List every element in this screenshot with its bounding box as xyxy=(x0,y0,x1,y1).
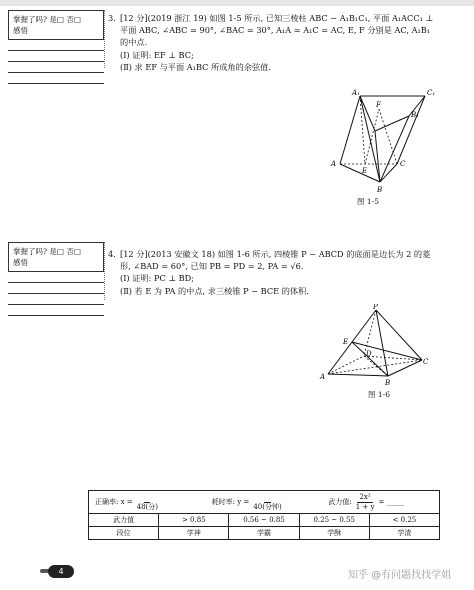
label-C1: C₁ xyxy=(427,89,436,97)
accuracy-numerator xyxy=(144,493,150,503)
power-label: 武力值: xyxy=(328,498,352,506)
table-cell: 武力值 xyxy=(89,514,159,526)
table-cell: > 0.85 xyxy=(159,514,229,526)
formula-row xyxy=(89,491,439,514)
label-A: A xyxy=(331,160,337,168)
table-cell: < 0.25 xyxy=(392,516,417,524)
notes-lines xyxy=(8,272,104,316)
label-F: F xyxy=(376,101,381,109)
accuracy-label: 正确率: x = xyxy=(95,498,133,506)
table-row xyxy=(89,527,439,539)
table-cell: 0.56 ~ 0.85 xyxy=(229,514,299,526)
table-cell: 学神 xyxy=(159,527,229,539)
separator xyxy=(104,10,105,68)
notes-label: 感悟 xyxy=(13,258,28,267)
label-E: E xyxy=(343,338,349,346)
problem-line: 的中点. xyxy=(120,37,148,48)
figure-caption: 图 1-6 xyxy=(368,390,390,399)
figure-caption: 图 1-5 xyxy=(357,197,379,206)
problem-line: [12 分](2019 浙江 19) 如图 1-5 所示, 已知三棱柱 ABC − A₁B₁C₁, 平面 A₁ACC₁ ⊥ xyxy=(120,13,434,23)
self-check-box xyxy=(8,10,104,40)
label-C: C xyxy=(400,160,406,168)
label-P: P xyxy=(373,304,378,311)
label-E: E xyxy=(362,167,368,175)
table-cell: 学酥 xyxy=(300,527,370,539)
problem-line: (Ⅱ) 若 E 为 PA 的中点, 求三棱锥 P − BCE 的体积. xyxy=(120,285,309,296)
figure-1-5 xyxy=(325,86,445,196)
notes-label: 感悟 xyxy=(13,26,28,35)
problem-line: 形, ∠BAD = 60°, 已知 PB = PD = 2, PA = √6. xyxy=(120,261,304,272)
table-header-row xyxy=(89,514,439,527)
table-cell: 段位 xyxy=(89,527,159,539)
score-table xyxy=(88,490,440,540)
power-formula xyxy=(322,493,439,512)
problem-line: 平面 ABC, ∠ABC = 90°, ∠BAC = 30°, A₁A = A₁C = AC, E, F 分别是 AC, A₁B₁ xyxy=(120,25,431,36)
problem-4 xyxy=(108,248,440,297)
label-B: B xyxy=(385,379,391,386)
accuracy-denominator: 48(分) xyxy=(136,502,158,511)
label-A1: A₁ xyxy=(352,89,360,97)
label-D: D xyxy=(366,350,372,358)
power-numerator: 2x² xyxy=(359,492,371,501)
time-denominator: 40(分钟) xyxy=(253,502,282,511)
mastered-label: 掌握了吗? 是□ 否□ xyxy=(13,247,81,256)
power-tail: = _____ xyxy=(378,498,405,506)
sidebar-block-3 xyxy=(8,10,104,84)
label-A: A xyxy=(320,373,326,381)
time-label: 耗时率: y = xyxy=(211,498,250,506)
problem-3 xyxy=(108,12,440,73)
problem-number: 3. xyxy=(108,13,116,23)
power-denominator: 1 + y xyxy=(355,502,375,511)
problem-line: (Ⅰ) 证明: EF ⊥ BC; xyxy=(120,49,194,60)
problem-number: 4. xyxy=(108,249,116,259)
self-check-box xyxy=(8,242,104,272)
label-B: B xyxy=(377,186,383,194)
page-number: 4 xyxy=(48,565,74,578)
notes-lines xyxy=(8,40,104,84)
watermark: 知乎 @有问题找找学姐 xyxy=(348,570,452,581)
time-formula xyxy=(206,493,323,512)
mastered-label: 掌握了吗? 是□ 否□ xyxy=(13,15,81,24)
table-cell: 学霸 xyxy=(229,527,299,539)
problem-line: [12 分](2013 安徽文 18) 如图 1-6 所示, 四棱锥 P − ABCD 的底面是边长为 2 的菱 xyxy=(120,249,431,259)
table-cell: 0.25 ~ 0.55 xyxy=(300,514,370,526)
figure-1-6 xyxy=(318,304,430,386)
problem-line: (Ⅰ) 证明: PC ⊥ BD; xyxy=(120,273,194,284)
sidebar-block-4 xyxy=(8,242,104,316)
accuracy-formula xyxy=(89,493,206,512)
top-band xyxy=(0,0,474,6)
table-cell: 学渣 xyxy=(397,529,412,537)
label-C: C xyxy=(423,358,429,366)
label-B1: B₁ xyxy=(411,111,419,119)
separator xyxy=(104,242,105,300)
problem-line: (Ⅱ) 求 EF 与平面 A₁BC 所成角的余弦值. xyxy=(120,61,271,72)
